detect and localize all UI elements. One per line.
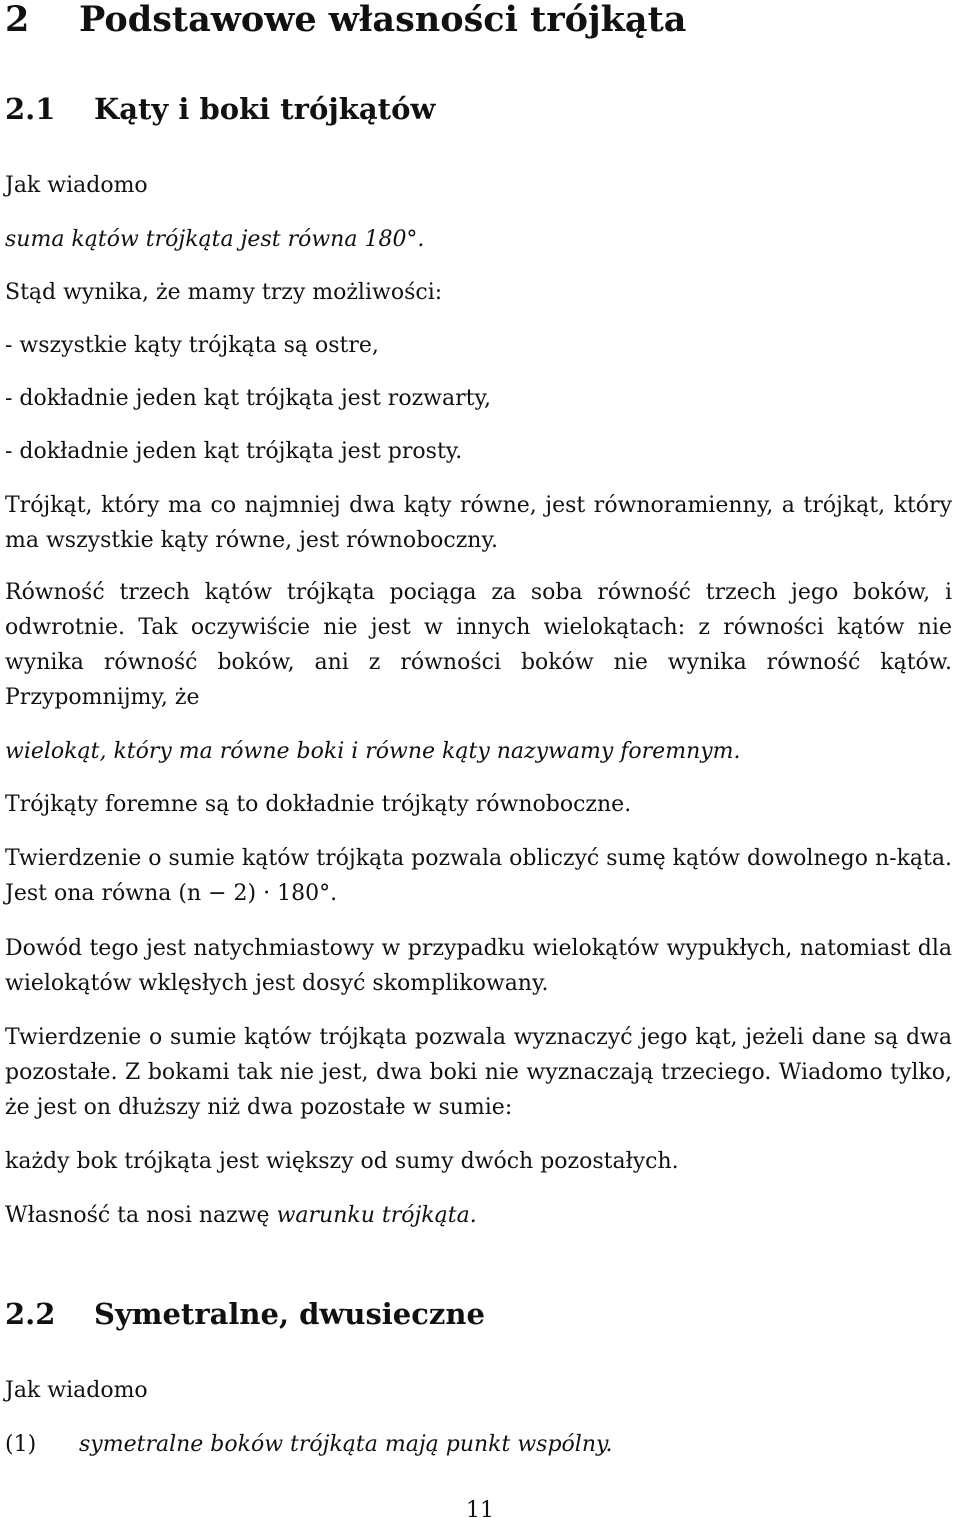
regular-polygon-definition: wielokąt, który ma równe boki i równe kąty nazywamy foremnym. xyxy=(5,739,741,764)
section-title: Symetralne, dwusieczne xyxy=(94,1297,485,1331)
isosceles-paragraph: Trójkąt, który ma co najmniej dwa kąty równe, jest równoramienny, a trójkąt, który ma wszystkie kąty równe, jest równoboczny. xyxy=(5,493,952,553)
chapter-title: Podstawowe własności trójkąta xyxy=(79,0,687,40)
consequence-text: Stąd wynika, że mamy trzy możliwości: xyxy=(5,280,443,305)
option-item: - wszystkie kąty trójkąta są ostre, xyxy=(5,333,379,358)
option-item: - dokładnie jeden kąt trójkąta jest prosty. xyxy=(5,439,463,464)
section-number: 2.1 xyxy=(5,92,56,126)
proof-paragraph: Dowód tego jest natychmiastowy w przypadku wielokątów wypukłych, natomiast dla wielokątów wklęsłych jest dosyć skomplikowany. xyxy=(5,936,952,996)
chapter-number: 2 xyxy=(5,0,30,40)
page-number: 11 xyxy=(466,1498,494,1523)
chapter-heading xyxy=(5,0,952,40)
section-heading-2-2 xyxy=(5,1297,952,1331)
item-text: symetralne boków trójkąta mają punkt wspólny. xyxy=(79,1432,613,1457)
enumerated-item xyxy=(5,1427,952,1462)
item-number: (1) xyxy=(5,1432,37,1457)
condition-term: warunku trójkąta. xyxy=(276,1203,477,1228)
triangle-inequality-text: każdy bok trójkąta jest większy od sumy dwóch pozostałych. xyxy=(5,1149,679,1174)
section-heading-2-1 xyxy=(5,92,952,126)
condition-lead: Własność ta nosi nazwę xyxy=(5,1203,277,1228)
triangle-condition-text xyxy=(5,1198,952,1233)
section-number: 2.2 xyxy=(5,1297,56,1331)
option-item: - dokładnie jeden kąt trójkąta jest rozwarty, xyxy=(5,386,491,411)
regular-triangles-text: Trójkąty foremne są to dokładnie trójkąty równoboczne. xyxy=(5,792,632,817)
third-angle-paragraph: Twierdzenie o sumie kątów trójkąta pozwala wyznaczyć jego kąt, jeżeli dane są dwa pozostałe. Z bokami tak nie jest, dwa boki nie wyznaczają trzeciego. Wiadomo tylko, że jest on dłuższy niż dwa pozostałe w sumie: xyxy=(5,1025,952,1120)
intro-text: Jak wiadomo xyxy=(5,173,148,198)
angle-sum-fact: suma kątów trójkąta jest równa 180°. xyxy=(5,227,425,252)
equality-paragraph: Równość trzech kątów trójkąta pociąga za soba równość trzech jego boków, i odwrotnie. Tak oczywiście nie jest w innych wielokątach: z równości kątów nie wynika równość boków, ani z równości boków nie wynika równość kątów. Przypomnijmy, że xyxy=(5,580,952,710)
section-title: Kąty i boki trójkątów xyxy=(94,92,436,126)
intro-text: Jak wiadomo xyxy=(5,1378,148,1403)
ngon-sum-paragraph: Twierdzenie o sumie kątów trójkąta pozwala obliczyć sumę kątów dowolnego n-kąta. Jest ona równa (n − 2) · 180°. xyxy=(5,846,952,906)
